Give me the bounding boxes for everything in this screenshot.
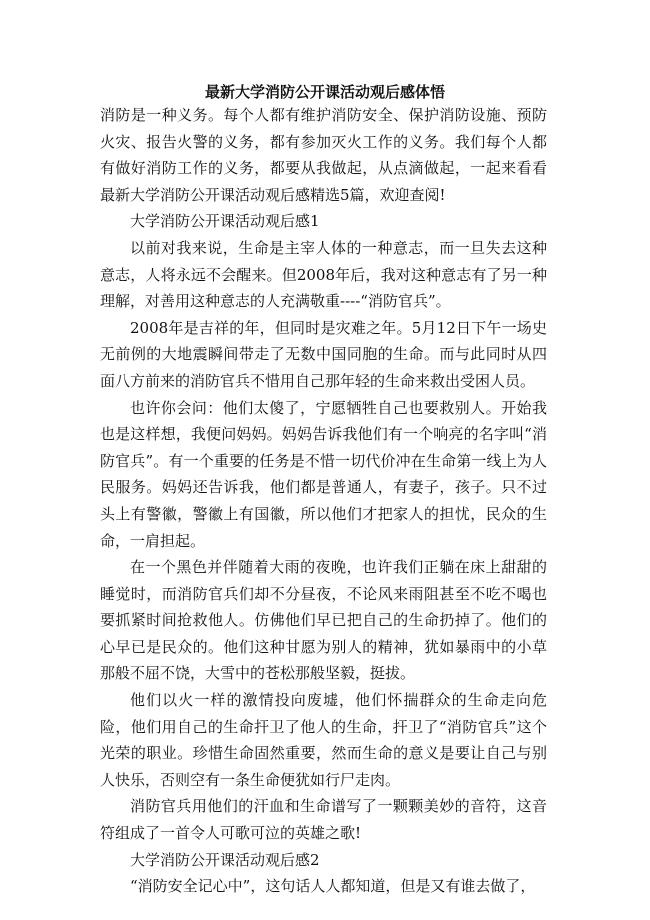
body-paragraph: 消防官兵用他们的汗血和生命谱写了一颗颗美妙的音符，这音符组成了一首令人可歌可泣的英雄之歌!: [100, 797, 547, 843]
document-body: [100, 102, 547, 900]
document-title: 最新大学消防公开课活动观后感体悟: [204, 83, 445, 101]
body-paragraph: 在一个黑色并伴随着大雨的夜晚，也许我们正躺在床上甜甜的睡觉时，而消防官兵们却不分昼夜，不论风来雨阻甚至不吃不喝也要抓紧时间抢救他人。仿佛他们早已把自己的生命扔掉了。他们的心早已是民众的。他们这种甘愿为别人的精神，犹如暴雨中的小草那般不屈不饶，大雪中的苍松那般坚毅，挺拔。: [100, 558, 547, 683]
section-heading-1: 大学消防公开课活动观后感1: [130, 212, 320, 231]
body-paragraph: 也许你会问：他们太傻了，宁愿牺牲自己也要救别人。开始我也是这样想，我便问妈妈。妈妈告诉我他们有一个响亮的名字叫“消防官兵”。有一个重要的任务是不惜一切代价冲在生命第一线上为人民服务。妈妈还告诉我，他们都是普通人，有妻子，孩子。只不过头上有警徽，警徽上有国徽，所以他们才把家人的担忧，民众的生命，一肩担起。: [100, 398, 547, 550]
body-paragraph: 2008年是吉祥的年，但同时是灾难之年。5月12日下午一场史无前例的大地震瞬间带走了无数中国同胞的生命。而与此同时从四面八方前来的消防官兵不惜用自己那年轻的生命来救出受困人员。: [100, 318, 547, 390]
body-paragraph: “消防安全记心中”，这句话人人都知道，但是又有谁去做了，: [130, 877, 536, 896]
body-paragraph: 以前对我来说，生命是主宰人体的一种意志，而一旦失去这种意志，人将永远不会醒来。但2008年后，我对这种意志有了另一种理解，对善用这种意志的人充满敬重----“消防官兵”。: [100, 238, 547, 311]
intro-paragraph: 消防是一种义务。每个人都有维护消防安全、保护消防设施、预防火灾、报告火警的义务，都有参加灭火工作的义务。我们每个人都有做好消防工作的义务，都要从我做起，从点滴做起，一起来看看最新大学消防公开课活动观后感精选5篇，欢迎查阅!: [100, 106, 547, 204]
body-paragraph: 他们以火一样的激情投向废墟，他们怀揣群众的生命走向危险，他们用自己的生命扞卫了他人的生命，扞卫了“消防官兵”这个光荣的职业。珍惜生命固然重要，然而生命的意义是要让自己与别人快乐，否则空有一条生命便犹如行尸走肉。: [100, 691, 547, 789]
section-heading-2: 大学消防公开课活动观后感2: [130, 850, 320, 869]
